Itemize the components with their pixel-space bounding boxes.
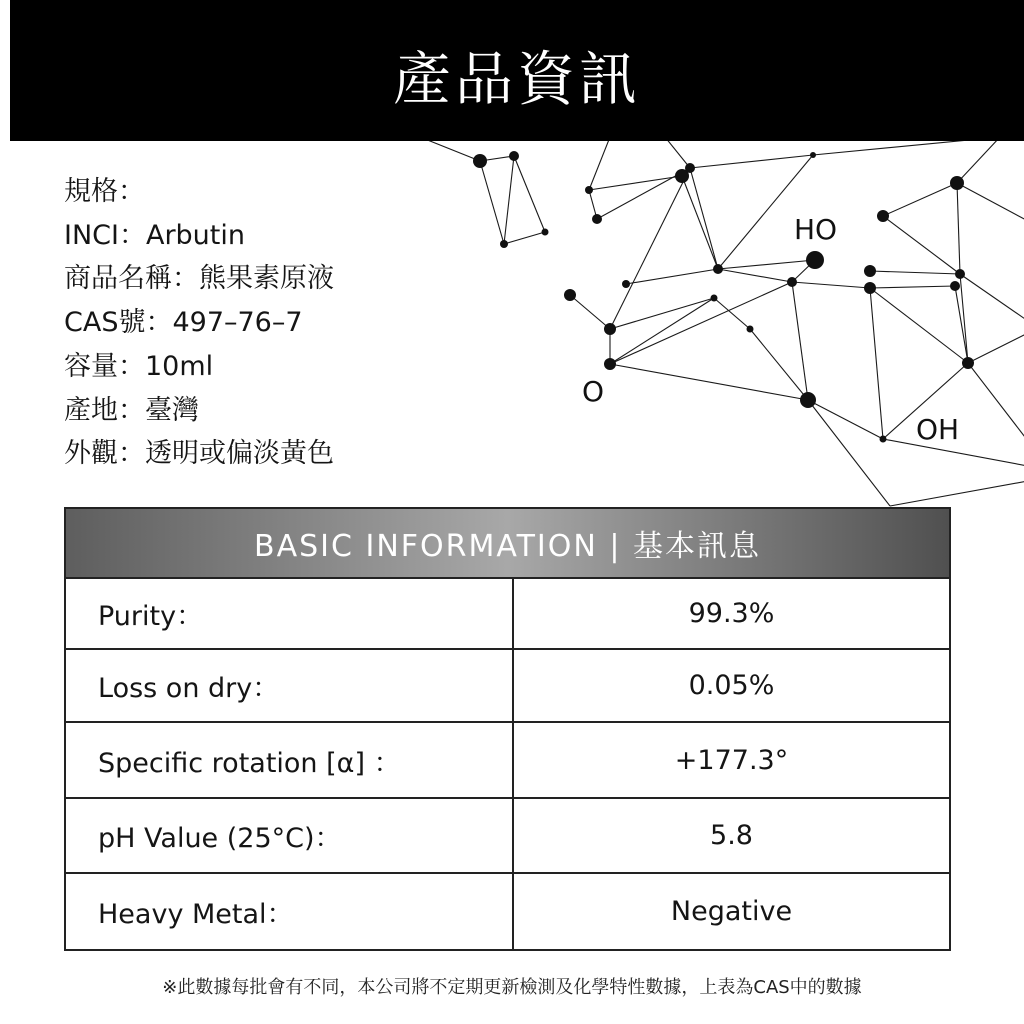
table-row [65,649,950,722]
value-cell: 5.8 [513,798,950,873]
table-row [65,873,950,950]
page-title: 產品資訊 [392,44,641,113]
molecule-label-o: O [582,375,605,408]
molecule-atoms [473,151,974,443]
table-header-row [65,508,950,578]
spec-heading: 規格： [64,176,145,207]
property-cell: pH Value (25°C)： [65,798,513,873]
spec-list [64,170,334,476]
molecule-label-oh: OH [916,413,960,446]
value-cell: +177.3° [513,722,950,798]
property-cell: Purity： [65,578,513,649]
table-title: BASIC INFORMATION | 基本訊息 [65,508,950,578]
property-cell: Specific rotation [α] ： [65,722,513,798]
spec-cas-number: CAS號：497–76–7 [64,307,303,339]
molecule-bonds [420,141,1024,506]
molecule-network-illustration [400,141,1024,511]
molecule-label-ho: HO [794,213,838,246]
spec-appearance: 外觀：透明或偏淡黃色 [64,438,334,470]
value-cell: Negative [513,873,950,950]
value-cell: 99.3% [513,578,950,649]
property-cell: Heavy Metal： [65,873,513,950]
table-row [65,578,950,649]
value-cell: 0.05% [513,649,950,722]
property-cell: Loss on dry： [65,649,513,722]
footnote: ※此數據每批會有不同，本公司將不定期更新檢測及化學特性數據，上表為CAS中的數據 [162,977,862,998]
spec-inci: INCI：Arbutin [64,219,245,251]
table-row [65,722,950,798]
spec-product-name: 商品名稱：熊果素原液 [64,263,334,295]
table-row [65,798,950,873]
basic-information-table [64,507,951,951]
spec-origin: 產地：臺灣 [64,394,199,426]
header-bar [10,0,1024,141]
spec-volume: 容量：10ml [64,350,214,382]
